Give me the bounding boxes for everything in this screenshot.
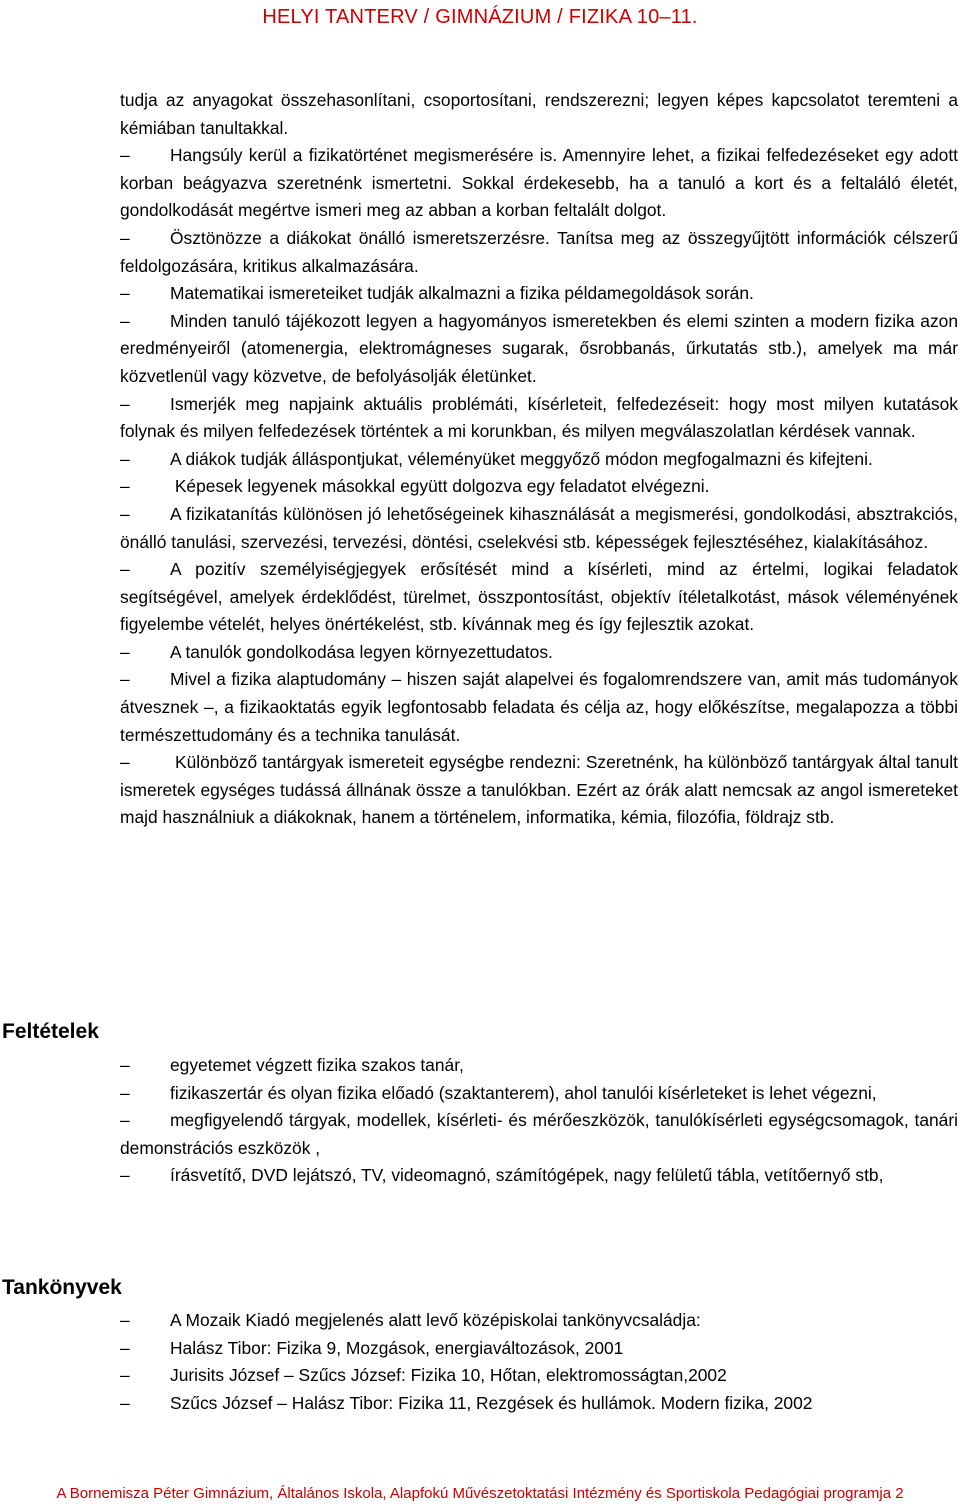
dash-bullet-icon: – xyxy=(120,752,130,773)
dash-bullet-icon: – xyxy=(120,393,130,414)
dash-bullet-icon: – xyxy=(120,1392,130,1413)
textbooks-heading: Tankönyvek xyxy=(2,1276,122,1299)
dash-bullet-icon: – xyxy=(120,559,130,580)
dash-bullet-icon: – xyxy=(120,283,130,304)
list-item: – A diákok tudják álláspontjukat, véleményüket meggyőző módon megfogalmazni és kifejteni. xyxy=(120,446,958,474)
dash-bullet-icon: – xyxy=(120,1337,130,1358)
list-item: – Ösztönözze a diákokat önálló ismeretszerzésre. Tanítsa meg az összegyűjtött információk célszerű feldolgozására, kritikus alkalmazására. xyxy=(120,225,958,280)
textbooks-section xyxy=(120,1307,958,1417)
dash-bullet-icon: – xyxy=(120,310,130,331)
dash-bullet-icon: – xyxy=(120,1365,130,1386)
page-footer: A Bornemisza Péter Gimnázium, Általános Iskola, Alapfokú Művészetoktatási Intézmény és Sportiskola Pedagógiai programja 2 xyxy=(56,1485,904,1502)
dash-bullet-icon: – xyxy=(120,476,130,497)
list-item: – Ismerjék meg napjaink aktuális problémáti, kísérleteit, felfedezéseit: hogy most milyen kutatások folynak és milyen felfedezések történtek a mi korunkban, és milyen megválaszolatlan kérdések vannak. xyxy=(120,391,958,446)
list-item: – egyetemet végzett fizika szakos tanár, xyxy=(120,1052,958,1080)
list-item: – Jurisits József – Szűcs József: Fizika 10, Hőtan, elektromosságtan,2002 xyxy=(120,1362,958,1390)
conditions-heading: Feltételek xyxy=(2,1020,99,1043)
list-item: – A tanulók gondolkodása legyen környezettudatos. xyxy=(120,639,958,667)
list-item: – A fizikatanítás különösen jó lehetőségeinek kihasználását a megismerési, gondolkodási, absztrakciós, önálló tanulási, szervezési, tervezési, döntési, cselekvési stb. képességek fejlesztéséhez, kialakításához. xyxy=(120,501,958,556)
list-item: – Mivel a fizika alaptudomány – hiszen saját alapelvei és fogalomrendszere van, amit más tudományok átvesznek –, a fizikaoktatás egyik legfontosabb feladata és célja az, hogy előkészítse, megalapozza a többi természettudomány és a technika tanulását. xyxy=(120,666,958,749)
goals-section xyxy=(120,87,958,832)
dash-bullet-icon: – xyxy=(120,145,130,166)
list-item: – fizikaszertár és olyan fizika előadó (szaktanterem), ahol tanulói kísérleteket is lehet végezni, xyxy=(120,1080,958,1108)
list-item: – Minden tanuló tájékozott legyen a hagyományos ismeretekben és elemi szinten a modern fizika azon eredményeiről (atomenergia, elektromágneses sugarak, ősrobbanás, űrkutatás stb.), amelyek ma már közvetlenül vagy közvetve, de befolyásolják életünket. xyxy=(120,308,958,391)
dash-bullet-icon: – xyxy=(120,227,130,248)
dash-bullet-icon: – xyxy=(120,669,130,690)
page-header: HELYI TANTERV / GIMNÁZIUM / FIZIKA 10–11. xyxy=(262,6,698,28)
list-item: – Matematikai ismereteiket tudják alkalmazni a fizika példamegoldások során. xyxy=(120,280,958,308)
list-item: – Szűcs József – Halász Tibor: Fizika 11, Rezgések és hullámok. Modern fizika, 2002 xyxy=(120,1390,958,1418)
conditions-section xyxy=(120,1052,958,1190)
dash-bullet-icon: – xyxy=(120,503,130,524)
list-item: – megfigyelendő tárgyak, modellek, kísérleti- és mérőeszközök, tanulókísérleti egységcsomagok, tanári demonstrációs eszközök , xyxy=(120,1107,958,1162)
dash-bullet-icon: – xyxy=(120,1055,130,1075)
dash-bullet-icon: – xyxy=(120,1110,130,1131)
list-item: – A Mozaik Kiadó megjelenés alatt levő középiskolai tankönyvcsaládja: xyxy=(120,1307,958,1335)
list-item: – Különböző tantárgyak ismereteit egységbe rendezni: Szeretnénk, ha különböző tantárgyak által tanult ismeretek egységes tudássá állnának össze a tanulókban. Ezért az órák alatt nemcsak az angol ismereteket majd használniuk a diákoknak, hanem a történelem, informatika, kémia, filozófia, földrajz stb. xyxy=(120,749,958,832)
list-item: – A pozitív személyiségjegyek erősítését mind a kísérleti, mind az értelmi, logikai feladatok segítségével, amelyek érdeklődést, türelmet, összpontosítást, objektív ítéletalkotást, mások véleményének figyelembe vételét, helyes önértékelést, stb. kívánnak meg és így fejlesztik azokat. xyxy=(120,556,958,639)
list-item: – Képesek legyenek másokkal együtt dolgozva egy feladatot elvégezni. xyxy=(120,473,958,501)
dash-bullet-icon: – xyxy=(120,641,130,662)
goals-intro: tudja az anyagokat összehasonlítani, csoportosítani, rendszerezni; legyen képes kapcsolatot teremteni a kémiában tanultakkal. xyxy=(120,90,958,138)
dash-bullet-icon: – xyxy=(120,1082,130,1103)
dash-bullet-icon: – xyxy=(120,1310,130,1330)
list-item: – Halász Tibor: Fizika 9, Mozgások, energiaváltozások, 2001 xyxy=(120,1335,958,1363)
list-item: – Hangsúly kerül a fizikatörténet megismerésére is. Amennyire lehet, a fizikai felfedezéseket egy adott korban beágyazva szeretnénk ismertetni. Sokkal érdekesebb, ha a tanuló a kort és a feltaláló életét, gondolkodását megértve ismeri meg az abban a korban feltalált dolgot. xyxy=(120,142,958,225)
dash-bullet-icon: – xyxy=(120,1165,130,1186)
list-item: – írásvetítő, DVD lejátszó, TV, videomagnó, számítógépek, nagy felületű tábla, vetítőernyő stb, xyxy=(120,1162,958,1190)
dash-bullet-icon: – xyxy=(120,448,130,469)
